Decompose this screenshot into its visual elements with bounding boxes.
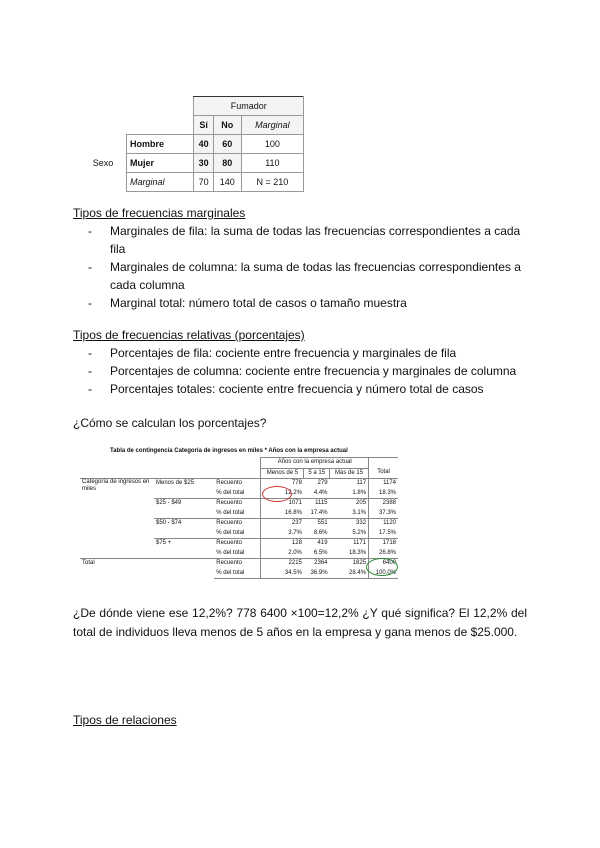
t2-total-label: Total: [80, 559, 214, 579]
t2-cell: 419: [304, 539, 330, 549]
t1-cell: N = 210: [241, 173, 303, 192]
t2-cell: 1071: [261, 499, 304, 509]
question-text: ¿Cómo se calculan los porcentajes?: [73, 416, 267, 430]
t1-row-label: Hombre: [127, 135, 194, 154]
t2-cell: 3.7%: [261, 529, 304, 539]
t2-cell: 37.3%: [369, 509, 398, 519]
t1-cell: 30: [194, 154, 213, 173]
t2-stat-label: % del total: [214, 569, 261, 579]
t2-cell: 778: [261, 479, 304, 489]
t2-cell: 17.4%: [310, 509, 328, 516]
list-item: - Marginal total: número total de casos o tamaño muestra: [88, 294, 528, 312]
t2-cell: 1.8%: [352, 489, 367, 496]
t2-col-header: Menos de 5: [261, 468, 304, 479]
t2-cell: 3.1%: [352, 509, 367, 516]
t2-cat-label: $50 - $74: [154, 519, 214, 539]
t2-stat-label: % del total: [216, 529, 245, 536]
smoker-contingency-table: [80, 96, 304, 187]
t2-cell: 36.9%: [304, 569, 330, 579]
t1-row-group-label: Sexo: [92, 158, 114, 168]
t2-cell: 1718: [369, 539, 398, 549]
t1-col-header: No: [213, 116, 241, 135]
t2-cell: 28.4%: [330, 569, 369, 579]
t2-cell: 332: [330, 519, 369, 529]
t2-cell: 4.4%: [313, 489, 328, 496]
t2-col-header: Total: [369, 468, 398, 479]
list-item: - Porcentajes de columna: cociente entre frecuencia y marginales de columna: [88, 362, 538, 380]
t2-stat-label: % del total: [216, 489, 245, 496]
t2-group-header: Años con la empresa actual: [261, 458, 369, 469]
t1-cell: 80: [213, 154, 241, 173]
t2-stat-label: Recuento: [214, 519, 261, 529]
red-highlight-circle: [262, 486, 292, 502]
t2-cat-label: Menos de $25: [154, 479, 214, 499]
t2-cell: 2.0%: [261, 549, 304, 559]
t2-cell: 117: [330, 479, 369, 489]
t1-col-header: Marginal: [241, 116, 303, 135]
t2-row-var-label: Categoría de ingresos en miles: [80, 479, 154, 559]
list-item: - Marginales de columna: la suma de todas las frecuencias correspondientes a cada columna: [88, 258, 528, 294]
marginal-list: [88, 222, 528, 312]
t2-cell: 100.0%: [369, 569, 398, 579]
t2-cell: 6.5%: [313, 549, 328, 556]
t2-col-header: 5 a 15: [304, 468, 330, 479]
t2-cell: 128: [261, 539, 304, 549]
t2-stat-label: % del total: [216, 549, 245, 556]
t1-row-label: Mujer: [127, 154, 194, 173]
t2-cell: 1120: [369, 519, 398, 529]
t2-cell: 2388: [369, 499, 398, 509]
section-heading-relative: Tipos de frecuencias relativas (porcentajes): [73, 328, 305, 342]
t2-cell: 8.6%: [313, 529, 328, 536]
t2-cell: 2364: [304, 559, 330, 569]
t1-cell: 110: [241, 154, 303, 173]
t2-cell: 205: [330, 499, 369, 509]
t2-cell: 2215: [261, 559, 304, 569]
t2-title: Tabla de contingencia Categoría de ingresos en miles * Años con la empresa actual: [110, 448, 348, 454]
list-item: - Marginales de fila: la suma de todas las frecuencias correspondientes a cada fila: [88, 222, 528, 258]
t2-cell-highlighted: 6400: [369, 559, 398, 569]
green-highlight-circle: [366, 558, 398, 576]
t1-col-header: Sí: [194, 116, 213, 135]
t2-cat-label: $75 +: [154, 539, 214, 559]
explanation-paragraph: ¿De dónde viene ese 12,2%? 778 6400 ×100=12,2% ¿Y qué significa? El 12,2% del total de individuos lleva menos de 5 años en la empresa y gana menos de $25.000.: [73, 606, 527, 639]
t2-cell: 16.8%: [261, 509, 304, 519]
t2-cat-label: $25 - $49: [154, 499, 214, 519]
t1-cell: 140: [213, 173, 241, 192]
t2-cell: 1115: [304, 499, 330, 509]
t2-cell: 34.5%: [261, 569, 304, 579]
list-item: - Porcentajes totales: cociente entre frecuencia y número total de casos: [88, 380, 538, 398]
t2-cell: 1171: [330, 539, 369, 549]
t2-cell-highlighted: 12.2%: [261, 489, 304, 499]
t2-cell: 1825: [330, 559, 369, 569]
t2-col-header: Más de 15: [330, 468, 369, 479]
section-heading-relations: Tipos de relaciones: [73, 713, 177, 727]
t2-cell: 26.8%: [369, 549, 398, 559]
relative-list: [88, 344, 538, 398]
t2-cell: 1174: [369, 479, 398, 489]
t1-cell: 40: [194, 135, 213, 154]
t2-stat-label: Recuento: [214, 499, 261, 509]
list-item: - Porcentajes de fila: cociente entre frecuencia y marginales de fila: [88, 344, 538, 362]
t2-cell: 5.2%: [352, 529, 367, 536]
t1-row-label: Marginal: [127, 173, 194, 192]
t2-cell: 237: [261, 519, 304, 529]
t2-stat-label: % del total: [216, 509, 245, 516]
t2-cell: 279: [304, 479, 330, 489]
t1-group-header: Fumador: [194, 97, 304, 116]
t2-cell: 17.5%: [369, 529, 398, 539]
t1-cell: 60: [213, 135, 241, 154]
t2-cell: 551: [304, 519, 330, 529]
t1-cell: 100: [241, 135, 303, 154]
t1-cell: 70: [194, 173, 213, 192]
t2-cell: 18.3%: [369, 489, 398, 499]
t2-cell: 18.3%: [349, 549, 367, 556]
section-heading-marginal: Tipos de frecuencias marginales: [73, 206, 246, 220]
t2-stat-label: Recuento: [214, 559, 261, 569]
t2-stat-label: Recuento: [214, 479, 261, 489]
t2-stat-label: Recuento: [214, 539, 261, 549]
income-contingency-table: [80, 448, 398, 584]
